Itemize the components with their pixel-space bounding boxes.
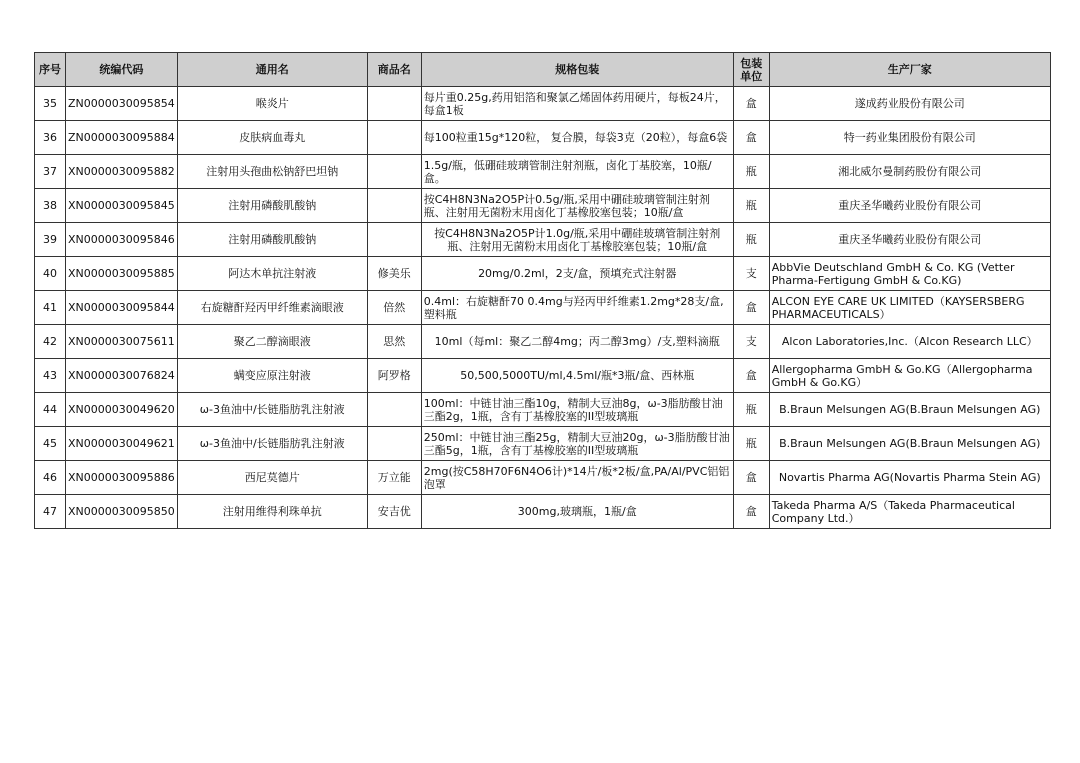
cell-spec: 250ml：中链甘油三酯25g，精制大豆油20g，ω-3脂肪酸甘油三酯5g，1瓶，含有丁基橡胶塞的II型玻璃瓶 [421,427,733,461]
cell-unit: 瓶 [733,427,769,461]
cell-brand-name: 修美乐 [367,257,421,291]
cell-unit: 瓶 [733,155,769,189]
cell-seq: 45 [35,427,66,461]
header-generic-name: 通用名 [177,53,367,87]
cell-brand-name: 安吉优 [367,495,421,529]
table-row [35,461,1051,495]
cell-code: XN0000030049621 [66,427,178,461]
cell-brand-name [367,427,421,461]
cell-brand-name [367,223,421,257]
cell-generic-name: 喉炎片 [177,87,367,121]
cell-code: XN0000030075611 [66,325,178,359]
cell-generic-name: ω-3鱼油中/长链脂肪乳注射液 [177,427,367,461]
cell-spec: 按C4H8N3Na2O5P计1.0g/瓶,采用中硼硅玻璃管制注射剂瓶、注射用无菌粉末用卤化丁基橡胶塞包装；10瓶/盒 [421,223,733,257]
cell-seq: 43 [35,359,66,393]
cell-generic-name: 阿达木单抗注射液 [177,257,367,291]
cell-spec: 100ml：中链甘油三酯10g，精制大豆油8g，ω-3脂肪酸甘油三酯2g，1瓶，含有丁基橡胶塞的II型玻璃瓶 [421,393,733,427]
cell-seq: 44 [35,393,66,427]
header-spec: 规格包装 [421,53,733,87]
cell-spec: 10ml（每ml：聚乙二醇4mg；丙二醇3mg）/支,塑料滴瓶 [421,325,733,359]
cell-code: XN0000030076824 [66,359,178,393]
cell-generic-name: 注射用头孢曲松钠舒巴坦钠 [177,155,367,189]
header-seq: 序号 [35,53,66,87]
cell-seq: 37 [35,155,66,189]
table-header [35,53,1051,87]
cell-unit: 盒 [733,461,769,495]
cell-unit: 支 [733,325,769,359]
table-row [35,223,1051,257]
cell-spec: 20mg/0.2ml，2支/盒，预填充式注射器 [421,257,733,291]
cell-brand-name [367,87,421,121]
cell-unit: 盒 [733,495,769,529]
cell-brand-name: 思然 [367,325,421,359]
table-row [35,325,1051,359]
cell-manufacturer: B.Braun Melsungen AG(B.Braun Melsungen AG) [769,393,1050,427]
cell-code: XN0000030095850 [66,495,178,529]
cell-manufacturer: 特一药业集团股份有限公司 [769,121,1050,155]
cell-unit: 瓶 [733,393,769,427]
table-row [35,427,1051,461]
cell-seq: 46 [35,461,66,495]
cell-spec: 每片重0.25g,药用铝箔和聚氯乙烯固体药用硬片，每板24片，每盒1板 [421,87,733,121]
table-row [35,257,1051,291]
cell-brand-name [367,189,421,223]
cell-generic-name: 皮肤病血毒丸 [177,121,367,155]
header-brand-name: 商品名 [367,53,421,87]
cell-brand-name [367,393,421,427]
cell-manufacturer: ALCON EYE CARE UK LIMITED（KAYSERSBERG PHARMACEUTICALS） [769,291,1050,325]
cell-code: XN0000030095882 [66,155,178,189]
cell-unit: 瓶 [733,189,769,223]
cell-unit: 盒 [733,87,769,121]
table-row [35,155,1051,189]
cell-generic-name: 右旋糖酐羟丙甲纤维素滴眼液 [177,291,367,325]
cell-seq: 41 [35,291,66,325]
cell-seq: 36 [35,121,66,155]
cell-manufacturer: AbbVie Deutschland GmbH & Co. KG (Vetter Pharma-Fertigung GmbH & Co.KG) [769,257,1050,291]
cell-seq: 47 [35,495,66,529]
cell-spec: 300mg,玻璃瓶，1瓶/盒 [421,495,733,529]
cell-code: XN0000030095846 [66,223,178,257]
cell-manufacturer: B.Braun Melsungen AG(B.Braun Melsungen AG) [769,427,1050,461]
header-row [35,53,1051,87]
table-row [35,359,1051,393]
cell-spec: 按C4H8N3Na2O5P计0.5g/瓶,采用中硼硅玻璃管制注射剂瓶、注射用无菌粉末用卤化丁基橡胶塞包装；10瓶/盒 [421,189,733,223]
cell-seq: 38 [35,189,66,223]
cell-generic-name: 螨变应原注射液 [177,359,367,393]
cell-generic-name: 注射用维得利珠单抗 [177,495,367,529]
table-row [35,291,1051,325]
table-row [35,189,1051,223]
cell-manufacturer: Allergopharma GmbH & Go.KG（Allergopharma GmbH & Go.KG） [769,359,1050,393]
cell-seq: 39 [35,223,66,257]
header-unit: 包装单位 [733,53,769,87]
cell-generic-name: ω-3鱼油中/长链脂肪乳注射液 [177,393,367,427]
cell-unit: 盒 [733,291,769,325]
cell-code: XN0000030095886 [66,461,178,495]
table-row [35,495,1051,529]
cell-brand-name: 阿罗格 [367,359,421,393]
cell-generic-name: 注射用磷酸肌酸钠 [177,189,367,223]
cell-manufacturer: Alcon Laboratories,Inc.（Alcon Research LLC） [769,325,1050,359]
cell-spec: 2mg(按C58H70F6N4O6计)*14片/板*2板/盒,PA/Al/PVC铝铝泡罩 [421,461,733,495]
cell-code: XN0000030095885 [66,257,178,291]
cell-manufacturer: Novartis Pharma AG(Novartis Pharma Stein AG) [769,461,1050,495]
cell-code: XN0000030095845 [66,189,178,223]
cell-generic-name: 聚乙二醇滴眼液 [177,325,367,359]
cell-code: XN0000030049620 [66,393,178,427]
cell-seq: 35 [35,87,66,121]
table-body [35,87,1051,529]
cell-brand-name [367,155,421,189]
cell-generic-name: 注射用磷酸肌酸钠 [177,223,367,257]
header-code: 统编代码 [66,53,178,87]
header-manufacturer: 生产厂家 [769,53,1050,87]
cell-code: ZN0000030095854 [66,87,178,121]
table-row [35,87,1051,121]
cell-code: XN0000030095844 [66,291,178,325]
table-row [35,121,1051,155]
cell-unit: 瓶 [733,223,769,257]
cell-manufacturer: 重庆圣华曦药业股份有限公司 [769,189,1050,223]
cell-unit: 支 [733,257,769,291]
cell-spec: 50,500,5000TU/ml,4.5ml/瓶*3瓶/盒、西林瓶 [421,359,733,393]
cell-unit: 盒 [733,359,769,393]
cell-brand-name [367,121,421,155]
cell-manufacturer: 重庆圣华曦药业股份有限公司 [769,223,1050,257]
cell-manufacturer: Takeda Pharma A/S（Takeda Pharmaceutical Company Ltd.） [769,495,1050,529]
cell-manufacturer: 湘北威尔曼制药股份有限公司 [769,155,1050,189]
cell-brand-name: 万立能 [367,461,421,495]
cell-code: ZN0000030095884 [66,121,178,155]
table-row [35,393,1051,427]
cell-spec: 1.5g/瓶，低硼硅玻璃管制注射剂瓶，卤化丁基胶塞，10瓶/盒。 [421,155,733,189]
cell-brand-name: 倍然 [367,291,421,325]
cell-manufacturer: 遂成药业股份有限公司 [769,87,1050,121]
drug-table [34,52,1051,529]
cell-seq: 42 [35,325,66,359]
cell-seq: 40 [35,257,66,291]
cell-generic-name: 西尼莫德片 [177,461,367,495]
cell-spec: 0.4ml：右旋糖酐70 0.4mg与羟丙甲纤维素1.2mg*28支/盒,塑料瓶 [421,291,733,325]
cell-unit: 盒 [733,121,769,155]
cell-spec: 每100粒重15g*120粒， 复合膜，每袋3克（20粒），每盒6袋 [421,121,733,155]
